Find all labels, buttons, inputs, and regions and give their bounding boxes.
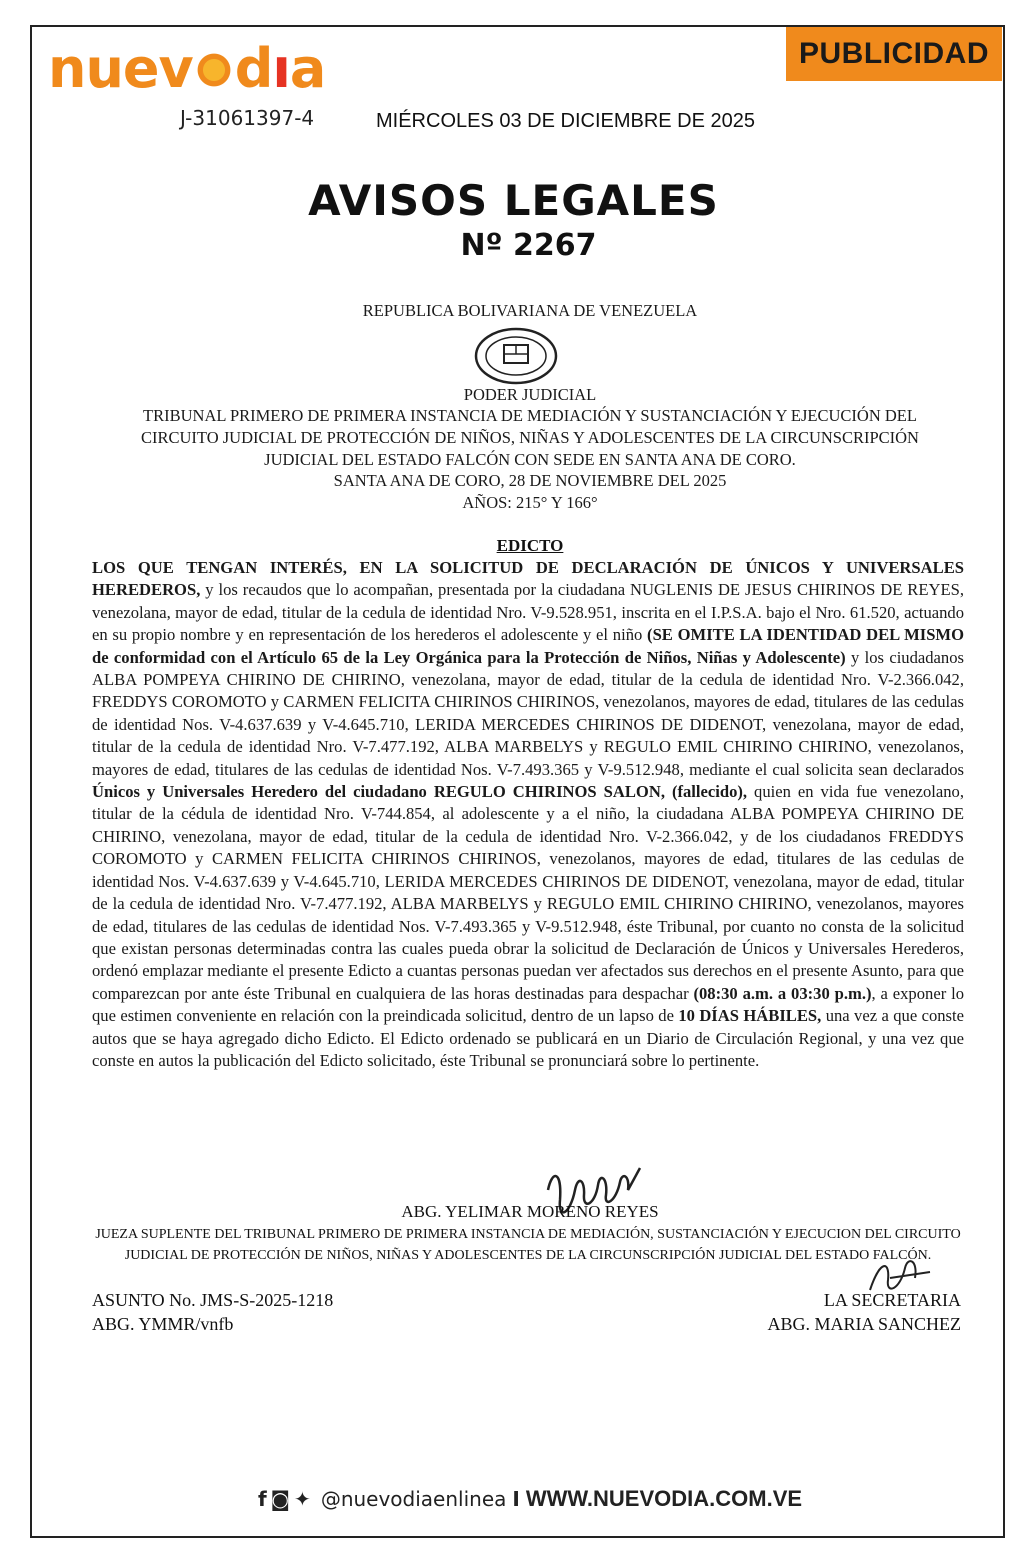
body-text: quien en vida fue venezolano, titular de la cédula de identidad Nro. V-744.854, al adolescente y a el niño, la ciudadana ALBA POMPEYA CHIRINO DE CHIRINO, venezolana, mayor de edad, titular de la cedula de identidad Nro. V-2.366.042, y de los ciudadanos FREDDYS COROMOTO y CARMEN FELICITA CHIRINOS CHIRINOS, venezolanos, mayores de edad, titulares de las cedulas de identidad Nos. V-4.637.639 y V-4.645.710, LERIDA MERCEDES CHIRINOS DE DIDENOT, venezolana, mayor de edad, titular de la cedula de identidad Nro. V-7.477.192, ALBA MARBELYS y REGULO EMIL CHIRINO CHIRINO, venezolanos, mayores de edad, titulares de las cedulas de identidad Nos. V-7.493.365 y V-9.512.948, éste Tribunal, por cuanto no consta de la solicitud que existan personas determinadas contra las cuales pueda obrar la solicitud de Declaración de Únicos y Universales Herederos, ordenó emplazar mediante el presente Edicto a cuantas personas puedan ver afectados sus derechos en el presente Asunto, para que comparezcan por ante éste Tribunal en cualquiera de las horas destinadas para despachar xyxy=(92,782,964,1003)
body-text: , a exponer lo que estimen conveniente en relación con la preindicada solicitud, dentro de un lapso de xyxy=(92,983,964,1026)
rif-number: J-31061397-4 xyxy=(180,106,315,130)
judge-role-line-2: JUDICIAL DE PROTECCIÓN DE NIÑOS, NIÑAS Y ADOLESCENTES DE LA CIRCUNSCRIPCIÓN JUDICIAL DEL ESTADO FALCÓN. xyxy=(124,1248,932,1263)
secretary-title: LA SECRETARIA xyxy=(823,1290,961,1310)
body-bold: Únicos y Universales Heredero del ciudadano REGULO CHIRINOS SALON, (fallecido), xyxy=(92,782,748,802)
body-text: una vez a que conste autos que se haya agregado dicho Edicto. El Edicto ordenado se publicará en un Diario de Circulación Regional, y una vez que conste en autos la publicación del Edicto solicitado, éste Tribunal se pronunciará sobre lo pertinente. xyxy=(92,1006,964,1070)
footer xyxy=(0,1486,1027,1512)
body-text: y los ciudadanos ALBA POMPEYA CHIRINO DE CHIRINO, venezolana, mayor de edad, titular de la cedula de identidad Nro. V-2.366.042, FREDDYS COROMOTO y CARMEN FELICITA CHIRINOS CHIRINOS, venezolanos, mayores de edad, titulares de las cedulas de identidad Nos. V-4.637.639 y V-4.645.710, LERIDA MERCEDES CHIRINOS DE DIDENOT, venezolana, mayor de edad, titular de la cedula de identidad Nro. V-7.477.192, ALBA MARBELYS y REGULO EMIL CHIRINO CHIRINO, venezolanos, mayores de edad, titulares de las cedulas de identidad Nos. V-7.493.365 y V-9.512.948, mediante el cual solicita sean declarados xyxy=(92,647,964,779)
edicto-body xyxy=(92,557,964,1072)
publicidad-badge: PUBLICIDAD xyxy=(786,27,1002,81)
sun-icon xyxy=(195,51,233,89)
logo-text-part: nuev xyxy=(48,37,193,100)
case-initials: ABG. YMMR/vnfb xyxy=(92,1314,234,1334)
body-bold: (08:30 a.m. a 03:30 p.m.) xyxy=(693,983,872,1003)
social-handle: @nuevodiaenlinea xyxy=(320,1487,507,1511)
body-bold: 10 DÍAS HÁBILES, xyxy=(678,1006,822,1026)
page-title: AVISOS LEGALES xyxy=(308,176,719,225)
instagram-icon: ◙ xyxy=(270,1487,295,1511)
secretary-block xyxy=(767,1288,961,1336)
secretary-name: ABG. MARIA SANCHEZ xyxy=(767,1314,961,1334)
footer-separator: I xyxy=(512,1487,520,1511)
judicial-power: PODER JUDICIAL xyxy=(463,385,597,404)
publication-date: MIÉRCOLES 03 DE DICIEMBRE DE 2025 xyxy=(376,110,756,132)
body-bold: LOS QUE TENGAN INTERÉS, EN LA SOLICITUD DE DECLARACIÓN DE ÚNICOS Y UNIVERSALES HEREDEROS, xyxy=(92,558,964,600)
judge-name: ABG. YELIMAR MORENO REYES xyxy=(401,1202,659,1221)
social-icons xyxy=(258,1487,315,1511)
twitter-icon: ✦ xyxy=(294,1487,315,1511)
newspaper-logo xyxy=(48,37,326,100)
edicto-heading: EDICTO xyxy=(496,536,564,555)
case-info xyxy=(92,1288,333,1336)
years: AÑOS: 215° Y 166° xyxy=(462,493,598,512)
court-line-1: TRIBUNAL PRIMERO DE PRIMERA INSTANCIA DE MEDIACIÓN Y SUSTANCIACIÓN Y EJECUCIÓN DEL xyxy=(143,406,917,425)
court-line-2: CIRCUITO JUDICIAL DE PROTECCIÓN DE NIÑOS, NIÑAS Y ADOLESCENTES DE LA CIRCUNSCRIPCIÓN xyxy=(141,428,919,447)
case-number: ASUNTO No. JMS-S-2025-1218 xyxy=(92,1290,334,1310)
place-date: SANTA ANA DE CORO, 28 DE NOVIEMBRE DEL 2025 xyxy=(333,471,727,490)
facebook-icon: f xyxy=(257,1487,271,1511)
logo-text-part: d xyxy=(234,37,273,100)
judge-role-line-1: JUEZA SUPLENTE DEL TRIBUNAL PRIMERO DE PRIMERA INSTANCIA DE MEDIACIÓN, SUSTANCIACIÓN Y EJECUCION DEL CIRCUITO xyxy=(95,1227,961,1242)
logo-text-part: a xyxy=(289,37,326,100)
court-line-3: JUDICIAL DEL ESTADO FALCÓN CON SEDE EN SANTA ANA DE CORO. xyxy=(264,450,796,469)
body-bold: (SE OMITE LA IDENTIDAD DEL MISMO de conformidad con el Artículo 65 de la Ley Orgánica para la Protección de Niños, Niñas y Adolescente) xyxy=(92,625,965,667)
judge-role xyxy=(92,1224,964,1266)
edition-number: Nº 2267 xyxy=(460,228,597,263)
website-link: WWW.NUEVODIA.COM.VE xyxy=(525,1486,803,1511)
republic-heading: REPUBLICA BOLIVARIANA DE VENEZUELA xyxy=(362,301,698,320)
logo-i-icon: ı xyxy=(272,37,290,100)
national-seal-icon xyxy=(474,327,558,385)
body-text: y los recaudos que lo acompañan, presentada por la ciudadana NUGLENIS DE JESUS CHIRINOS DE REYES, venezolana, mayor de edad, titular de la cedula de identidad Nro. V-9.528.951, inscrita en el I.P.S.A. bajo el Nro. 61.520, actuando en su propio nombre y en representación de los herederos el adolescente y el niño xyxy=(92,580,964,645)
